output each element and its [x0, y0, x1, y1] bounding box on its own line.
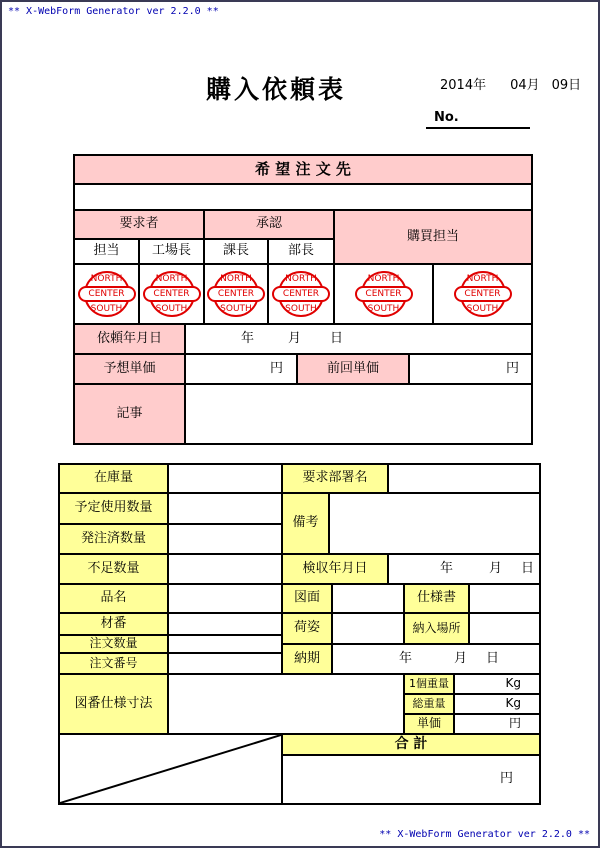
order-qty-label: 注文数量	[59, 635, 168, 653]
approval-header: 承認	[204, 210, 334, 239]
document-number-field[interactable]	[426, 108, 530, 129]
unit-yen: 円	[269, 360, 283, 376]
unit-weight-input[interactable]	[454, 674, 540, 694]
stamp-line3: SOUTH	[220, 303, 252, 314]
order-qty-input[interactable]	[168, 635, 282, 653]
watermark-bottom: ** X-WebForm Generator ver 2.2.0 **	[379, 829, 590, 840]
stamp-line3: SOUTH	[367, 303, 400, 314]
approval-stamp-icon	[78, 269, 136, 319]
drawing-spec-label: 図番仕様寸法	[59, 674, 168, 734]
stamp-line1: NORTH	[466, 274, 499, 284]
stamp-cell-staff	[74, 264, 139, 324]
no-label: No.	[434, 110, 459, 125]
approval-stamp-icon	[207, 269, 265, 319]
expected-price-input[interactable]	[185, 354, 297, 384]
stamp-line1: NORTH	[155, 274, 188, 284]
unit-yen: 円	[508, 716, 521, 731]
stamp-line3: SOUTH	[285, 303, 317, 314]
stamp-line2: CENTER	[272, 286, 330, 302]
stamp-cell-purchasing-1	[334, 264, 433, 324]
product-name-label: 品名	[59, 584, 168, 613]
drawing-input[interactable]	[332, 584, 404, 613]
unit-kg: Kg	[505, 696, 521, 711]
product-name-input[interactable]	[168, 584, 282, 613]
unit-weight-label: 1個重量	[404, 674, 454, 694]
dept-name-label: 要求部署名	[282, 464, 388, 493]
desired-supplier-header: 希 望 注 文 先	[74, 155, 532, 184]
stamp-line1: NORTH	[90, 274, 123, 284]
approval-stamp-icon	[355, 269, 413, 319]
packing-label: 荷姿	[282, 613, 332, 644]
stamp-cell-section-manager	[204, 264, 268, 324]
shortage-qty-input[interactable]	[168, 554, 282, 584]
drawing-label: 図面	[282, 584, 332, 613]
expected-price-label: 予想単価	[74, 354, 185, 384]
unit-month: 月	[488, 560, 502, 576]
packing-input[interactable]	[332, 613, 404, 644]
planned-qty-label: 予定使用数量	[59, 493, 168, 524]
notes-label: 記事	[74, 384, 185, 444]
notes-input[interactable]	[185, 384, 532, 444]
material-no-label: 材番	[59, 613, 168, 635]
role-section-manager-header: 課長	[204, 239, 268, 264]
unit-year: 年	[399, 650, 413, 666]
delivery-date-input[interactable]	[332, 644, 540, 674]
approval-stamp-icon	[143, 269, 201, 319]
stamp-cell-department-manager	[268, 264, 334, 324]
stamp-line1: NORTH	[220, 274, 252, 284]
unit-yen: 円	[499, 771, 513, 787]
stamp-line3: SOUTH	[155, 303, 188, 314]
role-factory-manager-header: 工場長	[139, 239, 204, 264]
unit-day: 日	[486, 650, 500, 666]
role-staff-header: 担当	[74, 239, 139, 264]
unit-day: 日	[330, 330, 344, 346]
request-date-input[interactable]	[185, 324, 532, 354]
page-title: 購入依頼表	[206, 75, 347, 104]
unit-year: 年	[241, 330, 255, 346]
previous-price-label: 前回単価	[297, 354, 409, 384]
delivery-place-input[interactable]	[469, 613, 540, 644]
stamp-line3: SOUTH	[466, 303, 499, 314]
stamp-line3: SOUTH	[90, 303, 123, 314]
stamp-line1: NORTH	[285, 274, 317, 284]
spec-sheet-label: 仕様書	[404, 584, 469, 613]
desired-supplier-input[interactable]	[74, 184, 532, 210]
unit-year: 年	[439, 560, 453, 576]
stamp-cell-factory-manager	[139, 264, 204, 324]
approval-stamp-icon	[454, 269, 512, 319]
material-no-input[interactable]	[168, 613, 282, 635]
stamp-line1: NORTH	[367, 274, 400, 284]
stamp-line2: CENTER	[207, 286, 265, 302]
stamp-line2: CENTER	[78, 286, 136, 302]
ordered-qty-input[interactable]	[168, 524, 282, 554]
unit-kg: Kg	[505, 676, 521, 691]
total-header: 合 計	[282, 734, 540, 755]
drawing-spec-input[interactable]	[168, 674, 404, 734]
stamp-line2: CENTER	[454, 286, 512, 302]
watermark-top: ** X-WebForm Generator ver 2.2.0 **	[8, 6, 219, 17]
spec-sheet-input[interactable]	[469, 584, 540, 613]
unit-month: 月	[454, 650, 468, 666]
stamp-line2: CENTER	[143, 286, 201, 302]
purchasing-staff-header: 購買担当	[334, 210, 532, 264]
planned-qty-input[interactable]	[168, 493, 282, 524]
unit-price-input[interactable]	[454, 714, 540, 734]
inspection-date-label: 検収年月日	[282, 554, 388, 584]
diagonal-cell	[59, 734, 282, 804]
total-weight-input[interactable]	[454, 694, 540, 714]
shortage-qty-label: 不足数量	[59, 554, 168, 584]
request-date-label: 依頼年月日	[74, 324, 185, 354]
remarks-label: 備考	[282, 493, 329, 554]
stamp-line2: CENTER	[355, 286, 413, 302]
order-no-label: 注文番号	[59, 653, 168, 674]
unit-day: 日	[520, 560, 534, 576]
date-day: 09日	[551, 78, 582, 93]
total-amount-input[interactable]	[282, 755, 540, 804]
date-year: 2014年	[440, 78, 487, 93]
stamp-cell-purchasing-2	[433, 264, 532, 324]
delivery-place-label: 納入場所	[404, 613, 469, 644]
remarks-input[interactable]	[329, 493, 540, 554]
unit-price-label: 単価	[404, 714, 454, 734]
role-department-manager-header: 部長	[268, 239, 334, 264]
requester-header: 要求者	[74, 210, 204, 239]
inspection-date-input[interactable]	[388, 554, 540, 584]
stock-qty-input[interactable]	[168, 464, 282, 493]
unit-month: 月	[288, 330, 302, 346]
total-weight-label: 総重量	[404, 694, 454, 714]
form-date	[440, 74, 581, 93]
date-month: 04月	[510, 78, 540, 93]
unit-yen: 円	[505, 360, 519, 376]
diagonal-line	[60, 735, 281, 803]
dept-name-input[interactable]	[388, 464, 540, 493]
order-no-input[interactable]	[168, 653, 282, 674]
previous-price-input[interactable]	[409, 354, 532, 384]
stock-qty-label: 在庫量	[59, 464, 168, 493]
ordered-qty-label: 発注済数量	[59, 524, 168, 554]
delivery-date-label: 納期	[282, 644, 332, 674]
approval-stamp-icon	[272, 269, 330, 319]
